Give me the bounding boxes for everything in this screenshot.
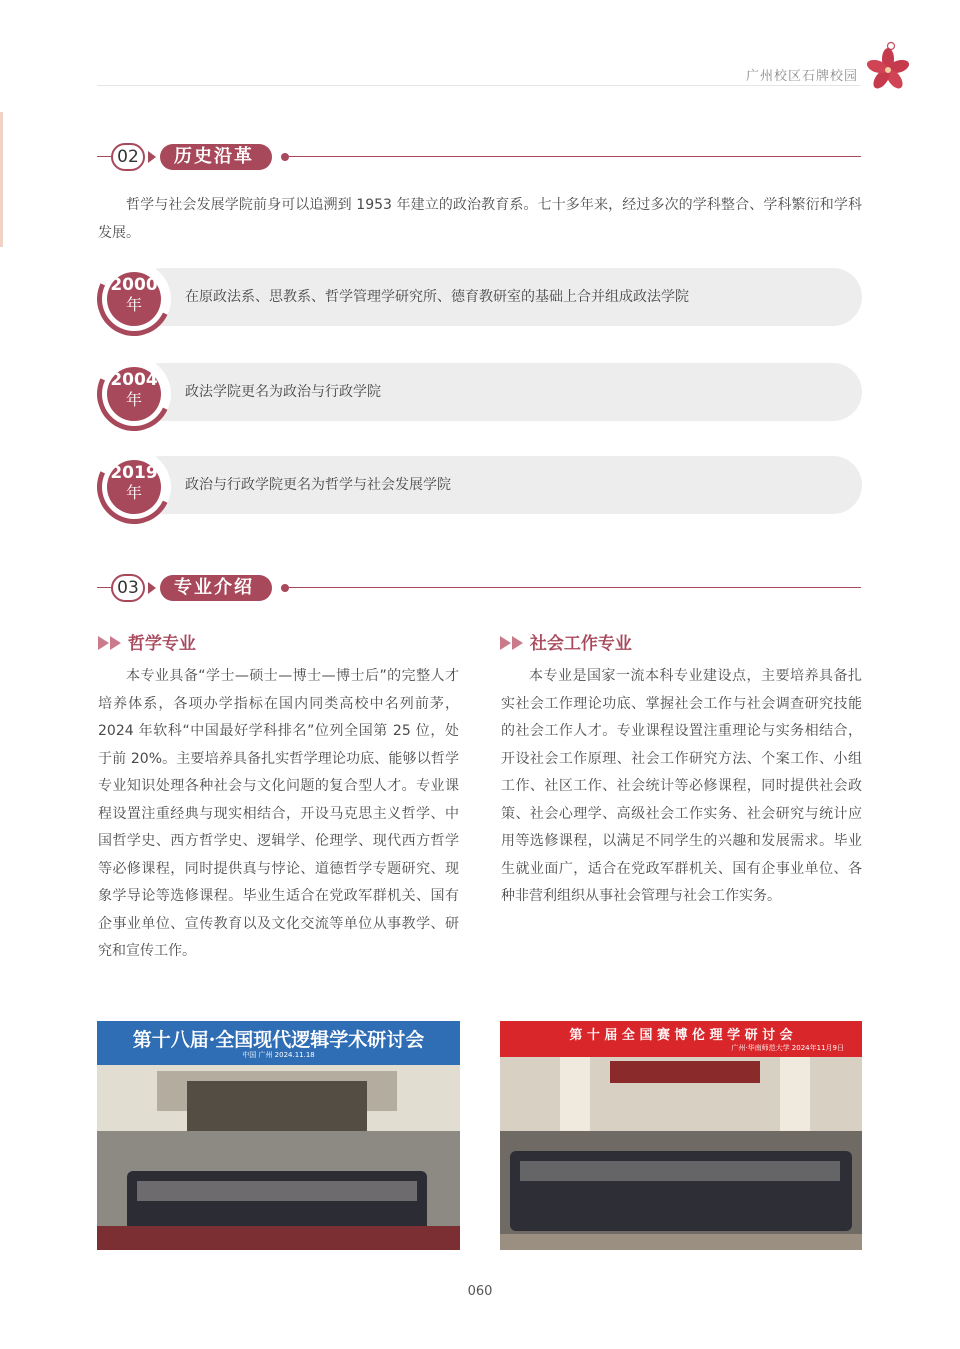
section-title: 专业介绍 [160, 575, 272, 601]
timeline-item [97, 450, 862, 516]
photo-banner-title: 第十八届·全国现代逻辑学术研讨会 [132, 1029, 425, 1051]
timeline-text: 政治与行政学院更名为哲学与社会发展学院 [185, 477, 451, 493]
history-section-header [97, 142, 861, 172]
double-triangle-icon [512, 636, 523, 650]
arrow-right-icon [148, 582, 156, 594]
philosophy-major-heading [98, 629, 196, 654]
page-number: 060 [467, 1284, 493, 1299]
social-work-major-heading [500, 629, 632, 654]
philosophy-major-body: 本专业具备“学士—硕士—博士—博士后”的完整人才培养体系，各项办学指标在国内同类高校中名列前茅，2024 年软科“中国最好学科排名”位列全国第 25 位，处于前 20%。主要培养具备扎实哲学理论功底、能够以哲学专业知识处理各种社会与文化问题的复合型人才。专业课程设置注重经典与现实相结合，开设马克思主义哲学、中国哲学史、西方哲学史、逻辑学、伦理学、现代西方哲学等必修课程，同时提供真与悖论、道德哲学专题研究、现象学导论等选修课程。毕业生适合在党政军群机关、国有企事业单位、宣传教育以及文化交流等单位从事教学、研究和宣传工作。 [98, 668, 459, 959]
timeline-year: 2000 [110, 275, 158, 295]
timeline-year: 2004 [110, 370, 158, 390]
timeline-year-unit: 年 [125, 483, 142, 502]
section-number: 02 [111, 143, 145, 171]
cyber-ethics-conference-photo [500, 1021, 862, 1250]
timeline-year: 2019 [110, 463, 158, 483]
majors-section-header [97, 573, 861, 603]
header-campus-label: 广州校区石牌校园 [745, 69, 858, 84]
timeline-year-unit: 年 [125, 390, 142, 409]
timeline-text: 政法学院更名为政治与行政学院 [185, 384, 381, 400]
philosophy-major-title: 哲学专业 [127, 634, 196, 654]
bauhinia-flower-icon [862, 40, 912, 92]
timeline-year-unit: 年 [125, 295, 142, 314]
left-edge-accent [0, 112, 3, 247]
dot-icon [281, 584, 289, 592]
history-intro: 哲学与社会发展学院前身可以追溯到 1953 年建立的政治教育系。七十多年来，经过多次的学科整合、学科繁衍和学科发展。 [98, 197, 862, 241]
timeline-item [97, 262, 862, 328]
dot-icon [281, 153, 289, 161]
section-number: 03 [111, 574, 145, 602]
header-rule-left [97, 156, 111, 157]
social-work-major-title: 社会工作专业 [529, 634, 632, 654]
double-triangle-icon [110, 636, 121, 650]
arrow-right-icon [148, 151, 156, 163]
timeline-text: 在原政法系、思教系、哲学管理学研究所、德育教研室的基础上合并组成政法学院 [185, 289, 689, 305]
header-divider [97, 85, 860, 86]
photo-banner-subtitle: 广州·华南师范大学 2024年11月9日 [731, 1044, 844, 1052]
social-work-major-body: 本专业是国家一流本科专业建设点，主要培养具备扎实社会工作理论功底、掌握社会工作与社会调查研究技能的社会工作人才。专业课程设置注重理论与实务相结合，开设社会工作原理、社会工作研究方法、个案工作、小组工作、社区工作、社会统计等必修课程，同时提供社会政策、社会心理学、高级社会工作实务、社会研究与统计应用等选修课程，以满足不同学生的兴趣和发展需求。毕业生就业面广，适合在党政军群机关、国有企事业单位、各种非营利组织从事社会管理与社会工作实务。 [501, 668, 862, 904]
double-triangle-icon [500, 636, 511, 650]
section-title: 历史沿革 [160, 144, 272, 170]
header-rule-right [287, 587, 861, 588]
timeline-item [97, 357, 862, 423]
photo-banner-title: 第 十 届 全 国 赛 博 伦 理 学 研 讨 会 [569, 1028, 793, 1043]
header-rule-right [287, 156, 861, 157]
double-triangle-icon [98, 636, 109, 650]
photo-banner-subtitle: 中国 广州 2024.11.18 [242, 1051, 315, 1059]
header-rule-left [97, 587, 111, 588]
logic-conference-photo [97, 1021, 460, 1250]
